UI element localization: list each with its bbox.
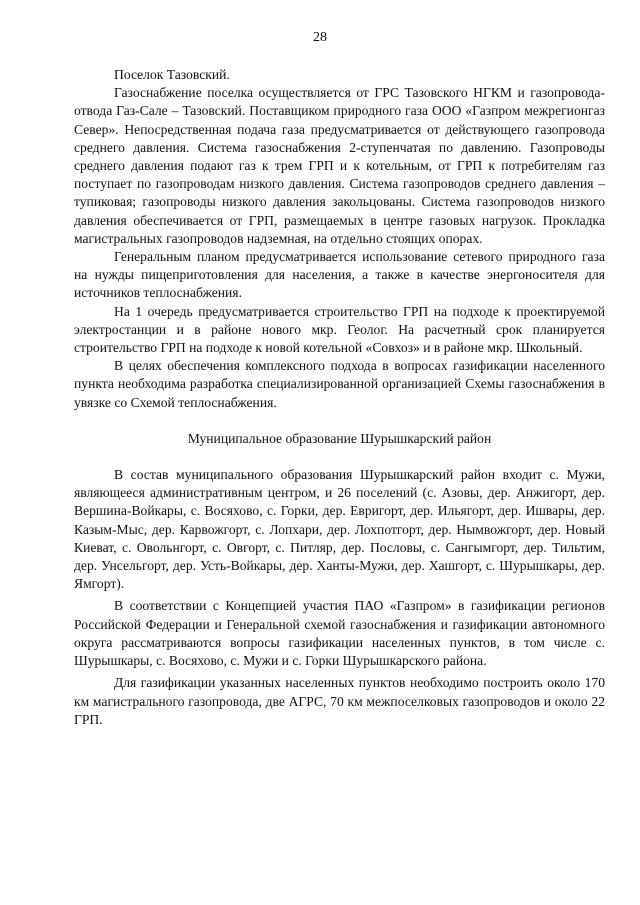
page-content bbox=[74, 66, 605, 729]
page-number: 28 bbox=[313, 30, 327, 45]
spacer bbox=[74, 448, 605, 466]
section-title-tazovsky: Поселок Тазовский. bbox=[114, 67, 230, 82]
section-heading-shuryshkarsky: Муниципальное образование Шурышкарский район bbox=[187, 430, 492, 446]
paragraph-first-stage: На 1 очередь предусматривается строительство ГРП на подходе к проектируемой электростанции и в районе нового мкр. Геолог. На расчетный срок планируется строительство ГРП на подходе к новой котельной «Совхоз» и в районе мкр. Школьный. bbox=[74, 303, 605, 356]
spacer bbox=[74, 412, 605, 430]
paragraph-gas-supply: Газоснабжение поселка осуществляется от ГРС Тазовского НГКМ и газопровода-отвода Газ-Сале – Тазовский. Поставщиком природного газа ООО «Газпром межрегионгаз Север». Непосредственная подача газа предусматривается от действующего газопровода среднего давления. Система газоснабжения 2-ступенчатая по давлению. Газопроводы среднего давления подают газ к трем ГРП и к котельным, от ГРП к потребителям газ поступает по газопроводам низкого давления. Система газопроводов среднего давления – тупиковая; газопроводы низкого давления закольцованы. Система газопроводов низкого давления обеспечивается от ГРП, размещаемых в центре газовых нагрузок. Прокладка магистральных газопроводов надземная, на отдельно стоящих опорах. bbox=[74, 85, 605, 246]
paragraph-gazprom-concept: В соответствии с Концепцией участия ПАО «Газпром» в газификации регионов Российской Федерации и Генеральной схемой газоснабжения и газификации автономного округа рассматриваются вопросы газификации населенных пунктов, в том числе с. Шурышкары, с. Восяхово, с. Мужи и с. Горки Шурышкарского района. bbox=[74, 598, 605, 669]
paragraph-complex-approach: В целях обеспечения комплексного подхода в вопросах газификации населенного пункта необходима разработка специализированной организацией Схемы газоснабжения в увязке со Схемой теплоснабжения. bbox=[74, 358, 605, 410]
paragraph-construction-needs: Для газификации указанных населенных пунктов необходимо построить около 170 км магистрального газопровода, две АГРС, 70 км межпоселковых газопроводов и около 22 ГРП. bbox=[74, 675, 605, 727]
paragraph-settlements-list: В состав муниципального образования Шурышкарский район входит с. Мужи, являющееся административным центром, и 26 поселений (с. Азовы, дер. Анжигорт, дер. Вершина-Войкары, с. Восяхово, с. Горки, дер. Евригорт, дер. Ильягорт, дер. Ишвары, дер. Казым-Мыс, дер. Карвожгорт, с. Лопхари, дер. Лохпотгорт, дер. Нымвожгорт, дер. Новый Киеват, с. Овольнгорт, с. Овгорт, с. Питляр, дер. Пословы, с. Сангымгорт, дер. Тильтим, дер. Унсельгорт, дер. Усть-Войкары, дер. Ханты-Мужи, дер. Хашгорт, с. Шурышкары, дер. Ямгорт). bbox=[74, 467, 605, 592]
paragraph-general-plan: Генеральным планом предусматривается использование сетевого природного газа на нужды пищеприготовления для населения, а также в качестве энергоносителя для источников теплоснабжения. bbox=[74, 249, 605, 301]
